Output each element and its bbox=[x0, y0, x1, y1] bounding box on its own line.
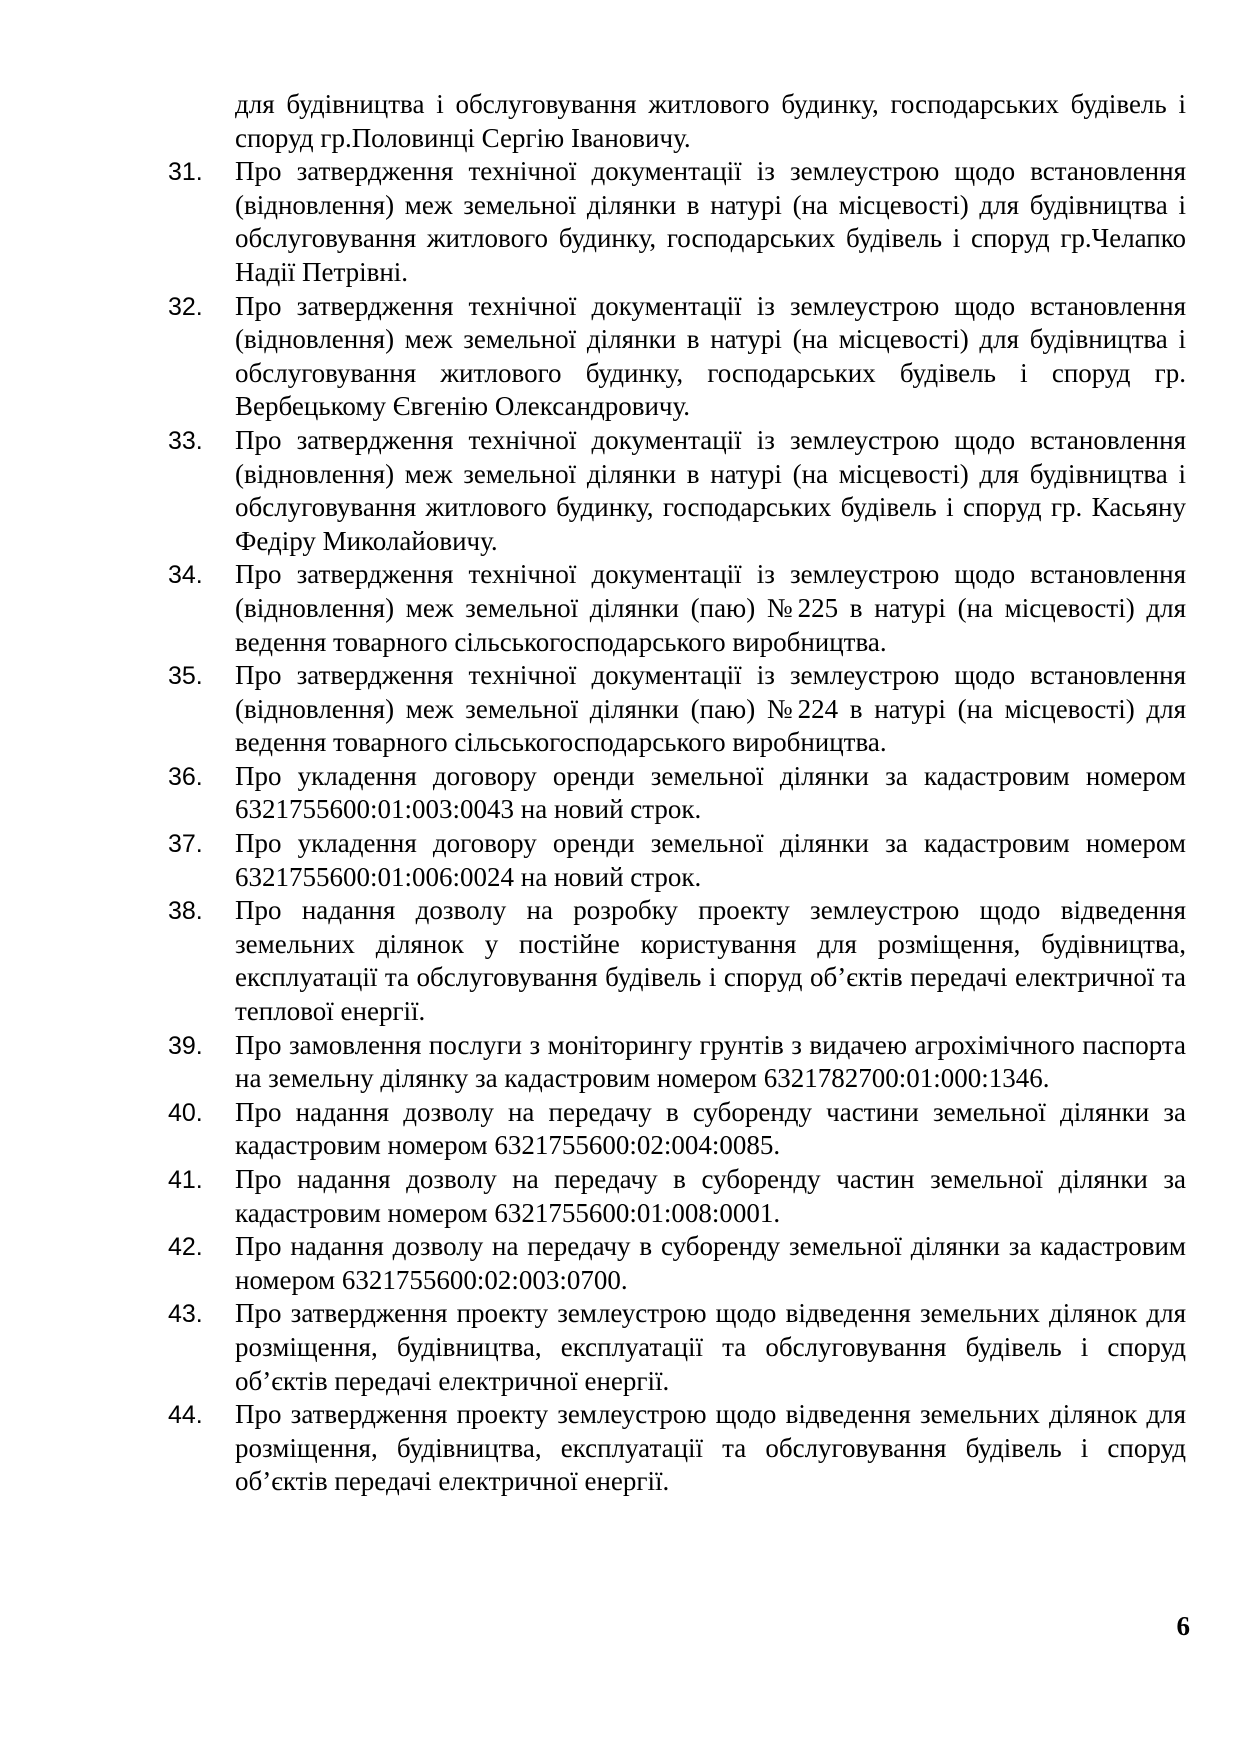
agenda-item bbox=[168, 1029, 1186, 1096]
agenda-item-text: Про затвердження технічної документації із землеустрою щодо встановлення (відновлення) меж земельної ділянки в натурі (на місцевості) для будівництва і обслуговування житлового будинку, господарських будівель і споруд гр.Челапко Надії Петрівні. bbox=[235, 156, 1186, 287]
agenda-item-number: 37. bbox=[168, 830, 203, 859]
agenda-item bbox=[168, 1398, 1186, 1499]
agenda-item-number: 34. bbox=[168, 561, 203, 590]
agenda-item bbox=[168, 827, 1186, 894]
agenda-item-number: 43. bbox=[168, 1300, 203, 1329]
agenda-item bbox=[168, 1163, 1186, 1230]
agenda-item bbox=[168, 760, 1186, 827]
agenda-item bbox=[168, 659, 1186, 760]
agenda-item-text: Про затвердження технічної документації із землеустрою щодо встановлення (відновлення) меж земельної ділянки (паю) №225 в натурі (на місцевості) для ведення товарного сільськогосподарського виробництва. bbox=[235, 559, 1186, 657]
agenda-item bbox=[168, 894, 1186, 1028]
agenda-item-number: 42. bbox=[168, 1233, 203, 1262]
continued-paragraph: для будівництва і обслуговування житлового будинку, господарських будівель і споруд гр.Половинці Сергію Івановичу. bbox=[235, 89, 1186, 153]
agenda-item-text: Про надання дозволу на передачу в суборенду частин земельної ділянки за кадастровим номером 6321755600:01:008:0001. bbox=[235, 1164, 1186, 1228]
agenda-item bbox=[168, 1096, 1186, 1163]
agenda-item-text: Про затвердження технічної документації із землеустрою щодо встановлення (відновлення) меж земельної ділянки в натурі (на місцевості) для будівництва і обслуговування житлового будинку, господарських будівель і споруд гр. Касьяну Федіру Миколайовичу. bbox=[235, 424, 1186, 556]
agenda-item bbox=[168, 290, 1186, 424]
agenda-item-number: 33. bbox=[168, 426, 203, 455]
agenda-item-text: Про надання дозволу на передачу в суборенду частини земельної ділянки за кадастровим номером 6321755600:02:004:0085. bbox=[235, 1096, 1186, 1161]
agenda-item-text: Про надання дозволу на передачу в суборенду земельної ділянки за кадастровим номером 6321755600:02:003:0700. bbox=[235, 1231, 1186, 1295]
agenda-item-text: Про затвердження проекту землеустрою щодо відведення земельних ділянок для розміщення, будівництва, експлуатації та обслуговування будівель і споруд об’єктів передачі електричної енергії. bbox=[235, 1298, 1186, 1396]
agenda-item-number: 44. bbox=[168, 1401, 203, 1430]
page-number: 6 bbox=[1176, 1611, 1190, 1641]
agenda-item-text: Про затвердження проекту землеустрою щодо відведення земельних ділянок для розміщення, будівництва, експлуатації та обслуговування будівель і споруд об’єктів передачі електричної енергії. bbox=[235, 1399, 1186, 1497]
agenda-item bbox=[168, 424, 1186, 558]
agenda-item-text: Про замовлення послуги з моніторингу грунтів з видачею агрохімічного паспорта на земельну ділянку за кадастровим номером 6321782700:01:000:1346. bbox=[235, 1029, 1186, 1094]
agenda-item-text: Про надання дозволу на розробку проекту землеустрою щодо відведення земельних ділянок у постійне користування для розміщення, будівництва, експлуатації та обслуговування будівель і споруд об’єктів передачі електричної та теплової енергії. bbox=[235, 895, 1186, 1027]
page-content bbox=[168, 88, 1186, 1499]
agenda-item-text: Про затвердження технічної документації із землеустрою щодо встановлення (відновлення) меж земельної ділянки в натурі (на місцевості) для будівництва і обслуговування житлового будинку, господарських будівель і споруд гр. Вербецькому Євгенію Олександровичу. bbox=[235, 290, 1186, 422]
agenda-item-number: 31. bbox=[168, 158, 203, 187]
agenda-list bbox=[168, 155, 1186, 1499]
agenda-item-number: 39. bbox=[168, 1031, 203, 1060]
agenda-item bbox=[168, 558, 1186, 659]
agenda-item-text: Про укладення договору оренди земельної ділянки за кадастровим номером 6321755600:01:006:0024 на новий строк. bbox=[235, 828, 1186, 892]
agenda-item-number: 35. bbox=[168, 662, 203, 691]
agenda-item-number: 36. bbox=[168, 762, 203, 791]
agenda-item-number: 38. bbox=[168, 897, 203, 926]
agenda-item-number: 41. bbox=[168, 1166, 203, 1194]
agenda-item bbox=[168, 1297, 1186, 1398]
agenda-item-text: Про укладення договору оренди земельної ділянки за кадастровим номером 6321755600:01:003:0043 на новий строк. bbox=[235, 760, 1186, 825]
agenda-item bbox=[168, 155, 1186, 289]
agenda-item bbox=[168, 1230, 1186, 1297]
agenda-item-text: Про затвердження технічної документації із землеустрою щодо встановлення (відновлення) меж земельної ділянки (паю) №224 в натурі (на місцевості) для ведення товарного сільськогосподарського виробництва. bbox=[235, 660, 1186, 758]
agenda-item-number: 32. bbox=[168, 292, 203, 321]
agenda-item-number: 40. bbox=[168, 1098, 203, 1127]
